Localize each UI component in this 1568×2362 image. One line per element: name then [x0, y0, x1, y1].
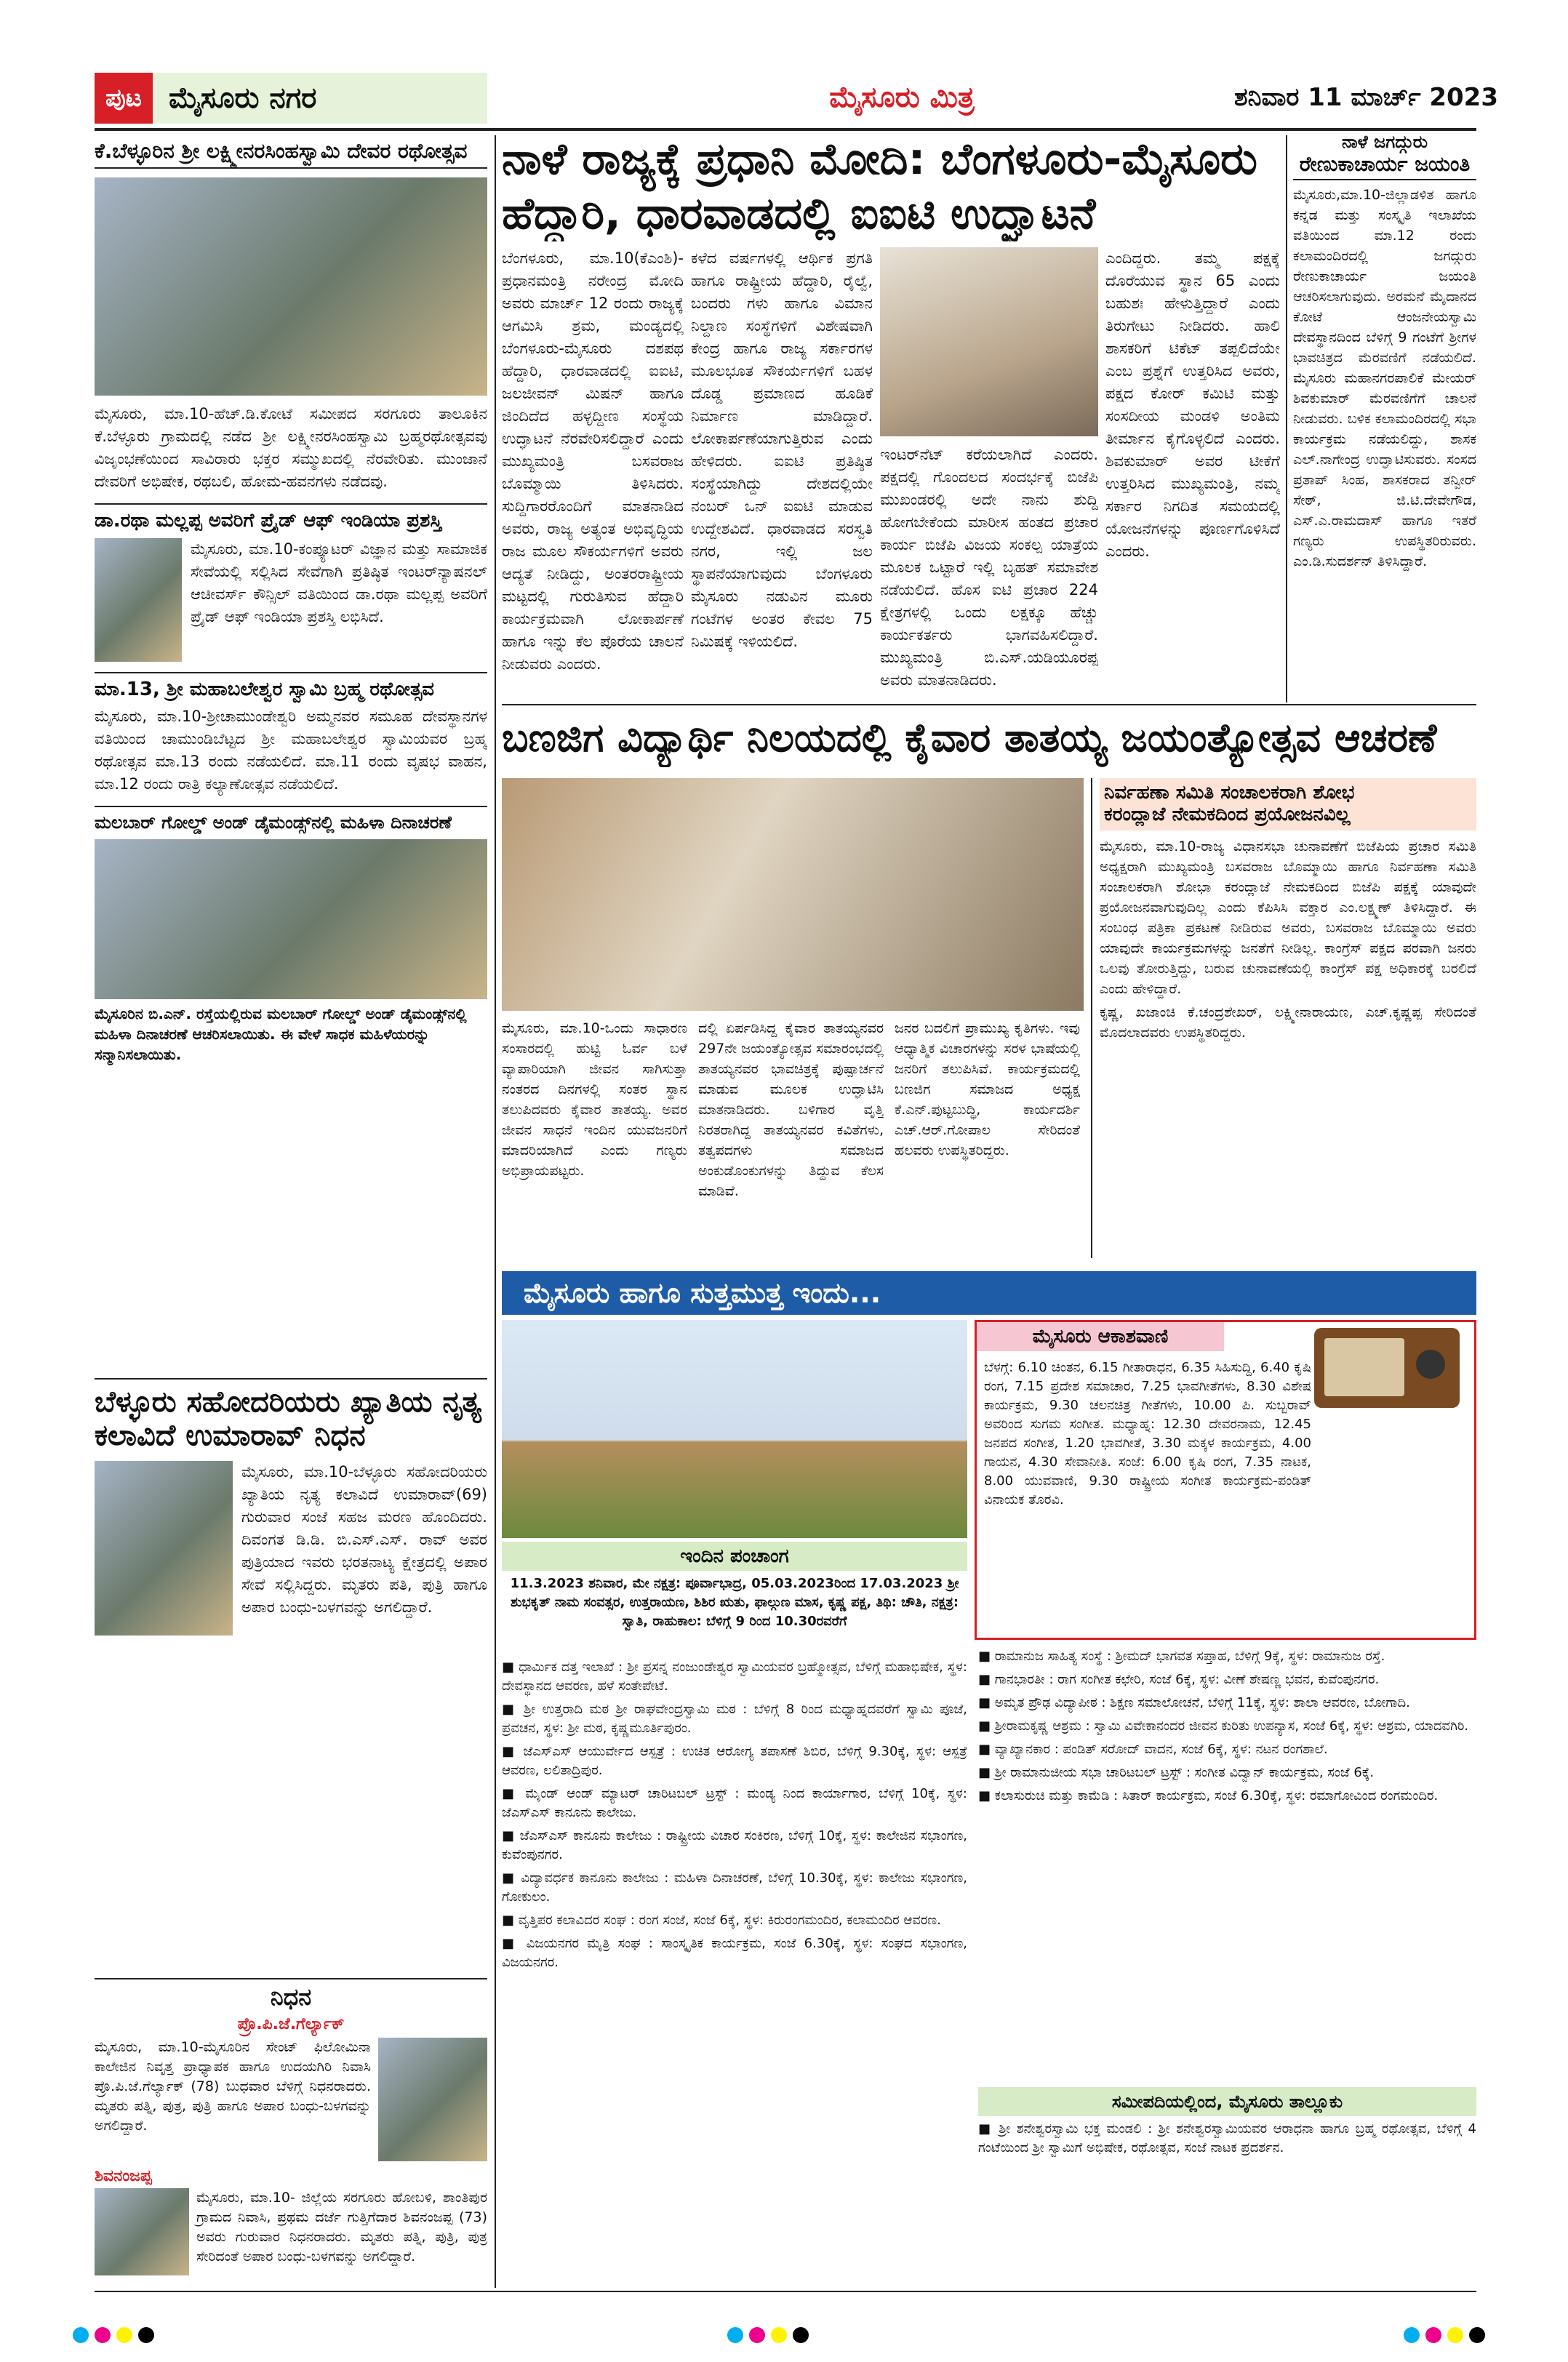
registration-mark	[793, 2327, 809, 2343]
story-title: ಮಲಬಾರ್ ಗೋಲ್ಡ್ ಅಂಡ್ ಡೈಮಂಡ್ಸ್‌ನಲ್ಲಿ ಮಹಿಳಾ ದಿನಾಚರಣೆ	[95, 806, 487, 833]
portrait-photo	[95, 538, 182, 662]
jayanti-story	[1293, 132, 1476, 700]
event-item: ■ ಕಲಾಸುರುಚಿ ಮತ್ತು ಕಾಮೆಡಿ : ಸಿತಾರ್ ಕಾರ್ಯಕ್ರಮ, ಸಂಜೆ 6.30ಕ್ಕೆ, ಸ್ಥಳ: ರಮಾಗೋವಿಂದ ರಂಗಮಂದಿರ.	[978, 1788, 1439, 1803]
modi-photo	[880, 247, 1098, 436]
event-item: ■ ಗಾನಭಾರತೀ : ರಾಗ ಸಂಗೀತ ಕಛೇರಿ, ಸಂಜೆ 6ಕ್ಕೆ, ಸ್ಥಳ: ವೀಣೆ ಶೇಷಣ್ಣ ಭವನ, ಕುವೆಂಪುನಗರ.	[978, 1672, 1380, 1687]
event-item: ■ ಅಮೃತ ಪ್ರೌಢ ವಿದ್ಯಾಪೀಠ : ಶಿಕ್ಷಣ ಸಮಾಲೋಚನೆ, ಬೆಳಿಗ್ಗೆ 11ಕ್ಕೆ, ಸ್ಥಳ: ಶಾಲಾ ಆವರಣ, ಬೋಗಾದಿ.	[978, 1695, 1410, 1710]
lead-column: ಕಳೆದ ವರ್ಷಗಳಲ್ಲಿ ಆರ್ಥಿಕ ಪ್ರಗತಿ ಹಾಗೂ ರಾಷ್ಟ್ರೀಯ ಹೆದ್ದಾರಿ, ರೈಲ್ವೆ, ಬಂದರು ಗಳು ಹಾಗೂ ವಿಮಾನ ನಿಲ್ದಾಣ ಸಂಸ್ಥೆಗಳಿಗೆ ವಿಶೇಷವಾಗಿ ಕೇಂದ್ರ ಹಾಗೂ ರಾಜ್ಯ ಸರ್ಕಾರಗಳ ಮೂಲಭೂತ ಸೌಕರ್ಯಗಳಿಗೆ ಬಹಳ ದೊಡ್ಡ ಪ್ರಮಾಣದ ಹೂಡಿಕೆ ನಿರ್ಮಾಣ ಮಾಡಿದ್ದಾರೆ. ಲೋಕಾರ್ಪಣೆಯಾಗುತ್ತಿರುವ ಎಂದು ಹೇಳಿದರು. ಐಐಟಿ ಪ್ರತಿಷ್ಠಿತ ಸಂಸ್ಥೆಯಾಗಿದ್ದು ದೇಶದಲ್ಲಿಯೇ ನಂಬರ್ ಒನ್ ಐಐಟಿ ಮಾಡುವ ಉದ್ದೇಶವಿದೆ. ಧಾರವಾಡದ ಸರಸ್ವತಿ ನಗರ, ಇಲ್ಲಿ ಜಲ ಸ್ಥಾಪನೆಯಾಗುವುದು ಬೆಂಗಳೂರು ಮೈಸೂರು ನಡುವಿನ ಮೂರು ಗಂಟೆಗಳ ಅಂತರ ಕೇವಲ 75 ನಿಮಿಷಕ್ಕೆ ಇಳಿಯಲಿದೆ.	[691, 249, 873, 650]
registration-mark	[73, 2327, 89, 2343]
obituary-body: ಮೈಸೂರು, ಮಾ.10- ಜಿಲ್ಲೆಯ ಸರಗೂರು ಹೋಬಳಿ, ಶಾಂತಿಪುರ ಗ್ರಾಮದ ನಿವಾಸಿ, ಪ್ರಥಮ ದರ್ಜೆ ಗುತ್ತಿಗೆದಾರ ಶಿವನಂಜಪ್ಪ (73) ಅವರು ಗುರುವಾರ ನಿಧನರಾದರು. ಮೃತರು ಪತ್ನಿ, ಪುತ್ರಿ, ಪುತ್ರ ಸೇರಿದಂತೆ ಅಪಾರ ಬಂಧು-ಬಳಗವನ್ನು ಅಗಲಿದ್ದಾರೆ.	[196, 2190, 487, 2265]
story-body: ಮೈಸೂರು,ಮಾ.10-ಜಿಲ್ಲಾಡಳಿತ ಹಾಗೂ ಕನ್ನಡ ಮತ್ತು ಸಂಸ್ಕೃತಿ ಇಲಾಖೆಯ ವತಿಯಿಂದ ಮಾ.12 ರಂದು ಕಲಾಮಂದಿರದಲ್ಲಿ ಜಗದ್ಗುರು ರೇಣುಕಾಚಾರ್ಯ ಜಯಂತಿ ಆಚರಿಸಲಾಗುವುದು. ಅರಮನೆ ಮೈದಾನದ ಕೋಟೆ ಆಂಜನೇಯಸ್ವಾಮಿ ದೇವಸ್ಥಾನದಿಂದ ಬೆಳಿಗ್ಗೆ 9 ಗಂಟೆಗೆ ಶ್ರೀಗಳ ಭಾವಚಿತ್ರದ ಮೆರವಣಿಗೆ ನಡೆಯಲಿದೆ. ಮೈಸೂರು ಮಹಾನಗರಪಾಲಿಕೆ ಮೇಯರ್ ಶಿವಕುಮಾರ್ ಮೆರವಣಿಗೆಗೆ ಚಾಲನೆ ನೀಡುವರು. ಬಳಿಕ ಕಲಾಮಂದಿರದಲ್ಲಿ ಸಭಾ ಕಾರ್ಯಕ್ರಮ ನಡೆಯಲಿದ್ದು, ಶಾಸಕ ಎಲ್.ನಾಗೇಂದ್ರ ಉದ್ಘಾಟಿಸುವರು. ಸಂಸದ ಪ್ರತಾಪ್ ಸಿಂಹ, ಶಾಸಕರಾದ ತನ್ವೀರ್ ಸೇಠ್, ಜಿ.ಟಿ.ದೇವೇಗೌಡ, ಎಸ್.ಎ.ರಾಮದಾಸ್ ಹಾಗೂ ಇತರೆ ಗಣ್ಯರು ಉಪಸ್ಥಿತರಿರುವರು. ಎಂ.ಡಿ.ಸುದರ್ಶನ್ ತಿಳಿಸಿದ್ದಾರೆ.	[1293, 186, 1476, 569]
photo-caption: ಮೈಸೂರಿನ ಬಿ.ಎನ್. ರಸ್ತೆಯಲ್ಲಿರುವ ಮಲಬಾರ್ ಗೋಲ್ಡ್ ಅಂಡ್ ಡೈಮಂಡ್ಸ್‌ನಲ್ಲಿ ಮಹಿಳಾ ದಿನಾಚರಣೆ ಆಚರಿಸಲಾಯಿತು. ಈ ವೇಳೆ ಸಾಧಕ ಮಹಿಳೆಯರನ್ನು ಸನ್ಮಾನಿಸಲಾಯಿತು.	[95, 1004, 467, 1063]
obituary-story	[95, 1378, 487, 1974]
issue-date: ಶನಿವಾರ 11 ಮಾರ್ಚ್ 2023	[1234, 83, 1498, 112]
event-item: ■ ಶ್ರೀರಾಮಕೃಷ್ಣ ಆಶ್ರಮ : ಸ್ವಾಮಿ ವಿವೇಕಾನಂದರ ಜೀವನ ಕುರಿತು ಉಪನ್ಯಾಸ, ಸಂಜೆ 6ಕ್ಕೆ, ಸ್ಥಳ: ಆಶ್ರಮ, ಯಾದವಗಿರಿ.	[978, 1718, 1469, 1734]
events-list	[978, 1647, 1476, 2083]
registration-mark	[749, 2327, 765, 2343]
article-column: ಮೈಸೂರು, ಮಾ.10-ಒಂದು ಸಾಧಾರಣ ಸಂಸಾರದಲ್ಲಿ ಹುಟ್ಟಿ ಓರ್ವ ಬಳೆ ವ್ಯಾಪಾರಿಯಾಗಿ ಜೀವನ ಸಾಗಿಸುತ್ತಾ ನಂತರದ ದಿನಗಳಲ್ಲಿ ಸಂತರ ಸ್ಥಾನ ತಲುಪಿದವರು ಕೈವಾರ ತಾತಯ್ಯ. ಅವರ ಜೀವನ ಸಾಧನೆ ಇಂದಿನ ಯುವಜನರಿಗೆ ಮಾದರಿಯಾಗಿದೆ ಎಂದು ಗಣ್ಯರು ಅಭಿಪ್ರಾಯಪಟ್ಟರು.	[502, 1020, 687, 1179]
story-body: ಮೈಸೂರು, ಮಾ.10-ಬೆಳ್ಳೂರು ಸಹೋದರಿಯರು ಖ್ಯಾತಿಯ ನೃತ್ಯ ಕಲಾವಿದೆ ಉಮಾರಾವ್(69) ಗುರುವಾರ ಸಂಜೆ ಸಹಜ ಮರಣ ಹೊಂದಿದರು. ದಿವಂಗತ ಡಿ.ಡಿ. ಬಿ.ಎಸ್.ಎಸ್. ರಾವ್ ಅವರ ಪುತ್ರಿಯಾದ ಇವರು ಭರತನಾಟ್ಯ ಕ್ಷೇತ್ರದಲ್ಲಿ ಅಪಾರ ಸೇವೆ ಸಲ್ಲಿಸಿದ್ದರು. ಮೃತರು ಪತಿ, ಪುತ್ರಿ ಹಾಗೂ ಅಪಾರ ಬಂಧು-ಬಳಗವನ್ನು ಅಗಲಿದ್ದಾರೆ.	[241, 1463, 487, 1616]
footer-rule	[95, 2291, 1476, 2292]
story-title: ಬೆಳ್ಳೂರು ಸಹೋದರಿಯರು ಖ್ಯಾತಿಯ ನೃತ್ಯ ಕಲಾವಿದೆ ಉಮಾರಾವ್ ನಿಧನ	[95, 1385, 482, 1452]
story-body: ಮೈಸೂರು, ಮಾ.10-ಕಂಪ್ಯೂಟರ್ ವಿಜ್ಞಾನ ಮತ್ತು ಸಾಮಾಜಿಕ ಸೇವೆಯಲ್ಲಿ ಸಲ್ಲಿಸಿದ ಸೇವೆಗಾಗಿ ಪ್ರತಿಷ್ಠಿತ ಇಂಟರ್‌ನ್ಯಾಷನಲ್ ಆಚೀವರ್ಸ್ ಕೌನ್ಸಿಲ್ ವತಿಯಿಂದ ಡಾ.ರಥಾ ಮಲ್ಲಪ್ಪ ಅವರಿಗೆ ಪ್ರೈಡ್ ಆಫ್ ಇಂಡಿಯಾ ಪ್ರಶಸ್ತಿ ಲಭಿಸಿದೆ.	[191, 540, 487, 626]
second-headline: ಬಣಜಿಗ ವಿದ್ಯಾರ್ಥಿ ನಿಲಯದಲ್ಲಿ ಕೈವಾರ ತಾತಯ್ಯ ಜಯಂತ್ಯೋತ್ಸವ ಆಚರಣೆ	[502, 715, 1437, 761]
event-item: ■ ಜೆಎಸ್‌ಎಸ್ ಆಯುರ್ವೇದ ಆಸ್ಪತ್ರೆ : ಉಚಿತ ಆರೋಗ್ಯ ತಪಾಸಣೆ ಶಿಬಿರ, ಬೆಳಿಗ್ಗೆ 9.30ಕ್ಕೆ, ಸ್ಥಳ: ಆಸ್ಪತ್ರೆ ಆವರಣ, ಲಲಿತಾದ್ರಿಪುರ.	[502, 1744, 967, 1778]
registration-mark	[1469, 2327, 1485, 2343]
event-item: ■ ವ್ಯಾಖ್ಯಾನಕಾರ : ಪಂಡಿತ್ ಸರೋದ್ ವಾದನ, ಸಂಜೆ 6ಕ್ಕೆ, ಸ್ಥಳ: ನಟನ ರಂಗಶಾಲೆ.	[978, 1742, 1328, 1757]
story-title: ರೇಣುಕಾಚಾರ್ಯ ಜಯಂತಿ	[1293, 153, 1476, 180]
obituary-header: ನಿಧನ	[270, 1983, 312, 2011]
registration-mark	[727, 2327, 743, 2343]
story-title-line: ಕರಂದ್ಲಾಜೆ ನೇಮಕದಿಂದ ಪ್ರಯೋಜನವಿಲ್ಲ	[1104, 803, 1351, 825]
lead-column: ಬೆಂಗಳೂರು, ಮಾ.10(ಕೆಎಂಶಿ)- ಪ್ರಧಾನಮಂತ್ರಿ ನರೇಂದ್ರ ಮೋದಿ ಅವರು ಮಾರ್ಚ್ 12 ರಂದು ರಾಜ್ಯಕ್ಕೆ ಆಗಮಿಸಿ ಶ್ರಮ, ಮಂಡ್ಯದಲ್ಲಿ ಬೆಂಗಳೂರು-ಮೈಸೂರು ದಶಪಥ ಹೆದ್ದಾರಿ, ಧಾರವಾಡದಲ್ಲಿ ಐಐಟಿ, ಜಲಜೀವನ್ ಮಿಷನ್ ಹಾಗೂ ಜಿಂದಿದೆದ ಹಳ್ಳದ್ದೀಣ ಸಂಸ್ಥೆಯ ಉದ್ಘಾಟನೆ ನೆರವೇರಿಸಲಿದ್ದಾರೆ ಎಂದು ಮುಖ್ಯಮಂತ್ರಿ ಬಸವರಾಜ ಬೊಮ್ಮಾಯಿ ತಿಳಿಸಿದರು. ಸುದ್ದಿಗಾರರೊಂದಿಗೆ ಮಾತನಾಡಿದ ಅವರು, ರಾಜ್ಯ ಅತ್ಯಂತ ಅಭಿವೃದ್ಧಿಯ ರಾಜ ಮೂಲ ಸೌಕರ್ಯಗಳಿಗೆ ಅವರು ಆದ್ಯತೆ ನೀಡಿದ್ದು, ಅಂತರರಾಷ್ಟ್ರೀಯ ಮಟ್ಟದಲ್ಲಿ ಗುರುತಿಸುವ ಹೆದ್ದಾರಿ ಕಾರ್ಯಕ್ರಮವಾಗಿ ಲೋಕಾರ್ಪಣೆ ಹಾಗೂ ಇನ್ನು ಕೆಲ ಪೊರೆಯ ಚಾಲನೆ ನೀಡುವರು ಎಂದರು.	[502, 249, 684, 673]
obituary-name: ಶಿವನಂಜಪ್ಪ	[95, 2167, 152, 2186]
story-footer: ಕೃಷ್ಣ, ಖಜಾಂಚಿ ಕೆ.ಚಂದ್ರಶೇಖರ್, ಲಕ್ಷ್ಮೀನಾರಾಯಣ, ಎಚ್.ಕೃಷ್ಣಪ್ಪ ಸೇರಿದಂತೆ ಮೊದಲಾದವರು ಉಪಸ್ಥಿತರಿದ್ದರು.	[1100, 1004, 1476, 1041]
lead-column: ಇಂಟರ್‌ನೆಟ್ ಕರೆಯಲಾಗಿದೆ ಎಂದರು. ಪಕ್ಷದಲ್ಲಿ ಗೊಂದಲದ ಸಂದರ್ಭಕ್ಕೆ ಬಿಜೆಪಿ ಮುಖಂಡರಲ್ಲಿ ಅದೇ ನಾನು ಶುದ್ದಿ ಹೋಗಬೇಕೆಂದು ಮಾರೀಸ ಹಂತದ ಪ್ರಚಾರ ಕಾರ್ಯ ಬಿಜೆಪಿ ವಿಜಯ ಸಂಕಲ್ಪ ಯಾತ್ರೆಯ ಮೂಲಕ ಒಟ್ಟಾರೆ ಇಲ್ಲಿ ಬೃಹತ್ ಸಮಾವೇಶ ನಡೆಯಲಿದೆ. ಹೊಸ ಐಟಿ ಪ್ರಚಾರ 224 ಕ್ಷೇತ್ರಗಳಲ್ಲಿ ಒಂದು ಲಕ್ಷಕ್ಕೂ ಹೆಚ್ಚು ಕಾರ್ಯಕರ್ತರು ಭಾಗವಹಿಸಲಿದ್ದಾರೆ. ಮುಖ್ಯಮಂತ್ರಿ ಬಿ.ಎಸ್.ಯಡಿಯೂರಪ್ಪ ಅವರು ಮಾತನಾಡಿದರು.	[880, 446, 1098, 689]
today-banner: ಮೈಸೂರು ಹಾಗೂ ಸುತ್ತಮುತ್ತ ಇಂದು...	[502, 1271, 1476, 1315]
story-body: ಮೈಸೂರು, ಮಾ.10-ರಾಜ್ಯ ವಿಧಾನಸಭಾ ಚುನಾವಣೆಗೆ ಬಿಜೆಪಿಯ ಪ್ರಚಾರ ಸಮಿತಿ ಅಧ್ಯಕ್ಷರಾಗಿ ಮುಖ್ಯಮಂತ್ರಿ ಬಸವರಾಜ ಬೊಮ್ಮಾಯಿ ಹಾಗೂ ನಿರ್ವಹಣಾ ಸಮಿತಿ ಸಂಚಾಲಕರಾಗಿ ಶೋಭಾ ಕರಂದ್ಲಾಜೆ ನೇಮಕದಿಂದ ಬಿಜೆಪಿ ಪಕ್ಷಕ್ಕೆ ಯಾವುದೇ ಪ್ರಯೋಜನವಾಗುವುದಿಲ್ಲ ಎಂದು ಕೆಪಿಸಿಸಿ ವಕ್ತಾರ ಎಂ.ಲಕ್ಷ್ಮಣ್ ತಿಳಿಸಿದ್ದಾರೆ. ಈ ಸಂಬಂಧ ಪತ್ರಿಕಾ ಪ್ರಕಟಣೆ ನೀಡಿರುವ ಅವರು, ಬಸವರಾಜ ಬೊಮ್ಮಾಯಿ ಅವರು ಯಾವುದೇ ಕಾರ್ಯಕ್ರಮಗಳನ್ನು ಜನತೆಗೆ ನೀಡಿಲ್ಲ. ಕಾಂಗ್ರೆಸ್ ಪಕ್ಷದ ಪರವಾಗಿ ಜನರು ಒಲವು ತೋರುತ್ತಿದ್ದು, ಬರುವ ಚುನಾವಣೆಯಲ್ಲಿ ಕಾಂಗ್ರೆಸ್ ಪಕ್ಷ ಅಧಿಕಾರಕ್ಕೆ ಬರಲಿದೆ ಎಂದು ಹೇಳಿದ್ದಾರೆ.	[1100, 838, 1476, 997]
event-item: ■ ಧಾರ್ಮಿಕ ದತ್ತ ಇಲಾಖೆ : ಶ್ರೀ ಪ್ರಸನ್ನ ನಂಜುಂಡೇಶ್ವರ ಸ್ವಾಮಿಯವರ ಬ್ರಹ್ಮೋತ್ಸವ, ಬೆಳಿಗ್ಗೆ ಮಹಾಭಿಷೇಕ, ಸ್ಥಳ: ದೇವಸ್ಥಾನದ ಆವರಣ, ಹಳೆ ಸಂತೇಪೇಟೆ.	[502, 1660, 967, 1694]
taluk-title: ಸಮೀಪದಿಯಲ್ಲಿಂದ, ಮೈಸೂರು ತಾಲ್ಲೂಕು	[978, 2087, 1476, 2116]
portrait-photo	[378, 2038, 487, 2161]
registration-mark	[771, 2327, 787, 2343]
story-title	[1100, 778, 1476, 830]
obituary-body: ಮೈಸೂರು, ಮಾ.10-ಮೈಸೂರಿನ ಸೇಂಟ್ ಫಿಲೋಮಿನಾ ಕಾಲೇಜಿನ ನಿವೃತ್ತ ಪ್ರಾಧ್ಯಾಪಕ ಹಾಗೂ ಉದಯಗಿರಿ ನಿವಾಸಿ ಪ್ರೊ.ಪಿ.ಜೆ.ಗೆರ್ಲ್ಯಾಕ್ (78) ಬುಧವಾರ ಬೆಳಿಗ್ಗೆ ನಿಧನರಾದರು. ಮೃತರು ಪತ್ನಿ, ಪುತ್ರ, ಪುತ್ರಿ ಹಾಗೂ ಅಪಾರ ಬಂಧು-ಬಳಗವನ್ನು ಅಗಲಿದ್ದಾರೆ.	[95, 2039, 371, 2134]
registration-mark	[116, 2327, 132, 2343]
column-rule	[1286, 135, 1287, 702]
newspaper-logo: ಮೈಸೂರು ಮಿತ್ರ	[829, 81, 975, 114]
article-column: ಜನರ ಬದಲಿಗೆ ಪ್ರಾಮುಖ್ಯ ಕೃತಿಗಳು. ಇವು ಆಧ್ಯಾತ್ಮಿಕ ವಿಚಾರಗಳನ್ನು ಸರಳ ಭಾಷೆಯಲ್ಲಿ ಜನರಿಗೆ ತಲುಪಿಸಿವೆ. ಕಾರ್ಯಕ್ರಮದಲ್ಲಿ ಬಣಜಿಗ ಸಮಾಜದ ಅಧ್ಯಕ್ಷ ಕೆ.ಎನ್.ಪುಟ್ಟಬುದ್ಧಿ, ಕಾರ್ಯದರ್ಶಿ ಎಚ್.ಆರ್.ಗೋಪಾಲ ಸೇರಿದಂತೆ ಹಲವರು ಉಪಸ್ಥಿತರಿದ್ದರು.	[895, 1020, 1080, 1158]
registration-mark	[1404, 2327, 1420, 2343]
jayanti-event-photo	[502, 778, 1084, 1011]
lead-headline-line: ಹೆದ್ದಾರಿ, ಧಾರವಾಡದಲ್ಲಿ ಐಐಟಿ ಉದ್ಘಾಟನೆ	[502, 188, 1096, 239]
column-rule	[495, 135, 496, 2288]
registration-mark	[1447, 2327, 1463, 2343]
lead-column: ಎಂದಿದ್ದರು. ತಮ್ಮ ಪಕ್ಷಕ್ಕೆ ದೊರೆಯುವ ಸ್ಥಾನ 65 ಎಂದು ಬಹುಶಃ ಹೇಳುತ್ತಿದ್ದಾರೆ ಎಂದು ತಿರುಗೇಟು ನೀಡಿದರು. ಹಾಲಿ ಶಾಸಕರಿಗೆ ಟಿಕೆಟ್ ತಪ್ಪಲಿದೆಯೇ ಎಂಬ ಪ್ರಶ್ನೆಗೆ ಉತ್ತರಿಸಿದ ಅವರು, ಪಕ್ಷದ ಕೋರ್ ಕಮಿಟಿ ಮತ್ತು ಸಂಸದೀಯ ಮಂಡಳಿ ಅಂತಿಮ ತೀರ್ಮಾನ ಕೈಗೊಳ್ಳಲಿದೆ ಎಂದರು. ಶಿವಕುಮಾರ್ ಅವರ ಟೀಕೆಗೆ ಉತ್ತರಿಸಿದ ಮುಖ್ಯಮಂತ್ರಿ, ನಮ್ಮ ಸರ್ಕಾರ ನಿಗದಿತ ಸಮಯದಲ್ಲಿ ಯೋಜನೆಗಳನ್ನು ಪೂರ್ಣಗೊಳಿಸಿದೆ ಎಂದರು.	[1105, 249, 1280, 560]
mysore-palace-photo	[502, 1320, 967, 1538]
event-item: ■ ವಿದ್ಯಾವರ್ಧಕ ಕಾನೂನು ಕಾಲೇಜು : ಮಹಿಳಾ ದಿನಾಚರಣೆ, ಬೆಳಿಗ್ಗೆ 10.30ಕ್ಕೆ, ಸ್ಥಳ: ಕಾಲೇಜು ಸಭಾಂಗಣ, ಗೋಕುಲಂ.	[502, 1870, 967, 1905]
registration-mark	[138, 2327, 154, 2343]
event-item: ■ ಮೈಂಡ್ ಆಂಡ್ ಮ್ಯಾಟರ್ ಚಾರಿಟಬಲ್ ಟ್ರಸ್ಟ್ : ಮಂಡ್ಯ ನಿಂದ ಕಾರ್ಯಾಗಾರ, ಬೆಳಿಗ್ಗೆ 10ಕ್ಕೆ, ಸ್ಥಳ: ಜೆಎಸ್‌ಎಸ್ ಕಾನೂನು ಕಾಲೇಜು.	[502, 1786, 967, 1820]
masthead-rule	[95, 128, 1476, 131]
womens-day-photo	[95, 839, 487, 999]
event-item: ■ ವೃತ್ತಿಪರ ಕಲಾವಿದರ ಸಂಘ : ರಂಗ ಸಂಜೆ, ಸಂಜೆ 6ಕ್ಕೆ, ಸ್ಥಳ: ಕಿರುರಂಗಮಂದಿರ, ಕಲಾಮಂದಿರ ಆವರಣ.	[502, 1913, 941, 1928]
radio-box	[975, 1320, 1476, 1640]
obituary-name: ಪ್ರೊ.ಪಿ.ಜೆ.ಗೆರ್ಲ್ಯಾಕ್	[237, 2014, 345, 2033]
story-kicker: ನಾಳೆ ಜಗದ್ಗುರು	[1341, 132, 1428, 152]
lead-headline-line: ನಾಳೆ ರಾಜ್ಯಕ್ಕೆ ಪ್ರಧಾನಿ ಮೋದಿ: ಬೆಂಗಳೂರು-ಮೈಸೂರು	[502, 134, 1257, 185]
event-item: ■ ವಿಜಯನಗರ ಮೈತ್ರಿ ಸಂಘ : ಸಾಂಸ್ಕೃತಿಕ ಕಾರ್ಯಕ್ರಮ, ಸಂಜೆ 6.30ಕ್ಕೆ, ಸ್ಥಳ: ಸಂಘದ ಸಭಾಂಗಣ, ವಿಜಯನಗರ.	[502, 1936, 967, 1970]
event-item: ■ ಶ್ರೀ ಉತ್ತರಾದಿ ಮಠ ಶ್ರೀ ರಾಘವೇಂದ್ರಸ್ವಾಮಿ ಮಠ : ಬೆಳಿಗ್ಗೆ 8 ರಿಂದ ಮಧ್ಯಾಹ್ನದವರೆಗೆ ಸ್ವಾಮಿ ಪೂಜೆ, ಪ್ರವಚನ, ಸ್ಥಳ: ಶ್ರೀ ಮಠ, ಕೃಷ್ಣಮೂರ್ತಿಪುರಂ.	[502, 1702, 967, 1736]
story-title: ಮಾ.13, ಶ್ರೀ ಮಹಾಬಲೇಶ್ವರ ಸ್ವಾಮಿ ಬ್ರಹ್ಮ ರಥೋತ್ಸವ	[95, 672, 487, 701]
story-title: ಕೆ.ಬೆಳ್ಳೂರಿನ ಶ್ರೀ ಲಕ್ಷ್ಮೀನರಸಿಂಹಸ್ವಾಮಿ ದೇವರ ರಥೋತ್ಸವ	[95, 135, 487, 169]
portrait-photo	[95, 1461, 233, 1636]
page-number-badge: ಪುಟ	[95, 73, 153, 124]
event-item: ■ ಶ್ರೀ ರಾಮಾನುಜೀಯ ಸಭಾ ಚಾರಿಟಬಲ್ ಟ್ರಸ್ಟ್ : ಸಂಗೀತ ವಿದ್ವಾನ್ ಕಾರ್ಯಕ್ರಮ, ಸಂಜೆ 6ಕ್ಕೆ.	[978, 1765, 1375, 1780]
event-item: ■ ರಾಮಾನುಜ ಸಾಹಿತ್ಯ ಸಂಸ್ಥೆ : ಶ್ರೀಮದ್ ಭಾಗವತ ಸಪ್ತಾಹ, ಬೆಳಿಗ್ಗೆ 9ಕ್ಕೆ, ಸ್ಥಳ: ರಾಮಾನುಜ ರಸ್ತೆ.	[978, 1649, 1385, 1664]
chariot-festival-photo	[95, 177, 487, 396]
obituary-box	[95, 1978, 487, 2283]
registration-mark	[1425, 2327, 1441, 2343]
registration-mark	[95, 2327, 111, 2343]
sobha-story	[1091, 778, 1476, 1258]
section-title: ಮೈಸೂರು ನಗರ	[153, 73, 487, 124]
story-title: ಡಾ.ರಥಾ ಮಲ್ಲಪ್ಪ ಅವರಿಗೆ ಪ್ರೈಡ್ ಆಫ್ ಇಂಡಿಯಾ ಪ್ರಶಸ್ತಿ	[95, 503, 487, 532]
lead-headline	[502, 132, 1280, 241]
section-rule	[502, 704, 1476, 705]
taluk-text: ■ ಶ್ರೀ ಶನೇಶ್ವರಸ್ವಾಮಿ ಭಕ್ತ ಮಂಡಲಿ : ಶ್ರೀ ಶನೇಶ್ವರಸ್ವಾಮಿಯವರ ಆರಾಧನಾ ಹಾಗೂ ಬ್ರಹ್ಮ ರಥೋತ್ಸವ, ಬೆಳಿಗ್ಗೆ 4 ಗಂಟೆಯಿಂದ ಶ್ರೀ ಸ್ವಾಮಿಗೆ ಅಭಿಷೇಕ, ರಥೋತ್ಸವ, ಸಂಜೆ ನಾಟಕ ಪ್ರದರ್ಶನ.	[978, 2121, 1476, 2155]
events-list	[502, 1658, 967, 2283]
radio-title: ಮೈಸೂರು ಆಕಾಶವಾಣಿ	[977, 1322, 1224, 1351]
radio-icon	[1314, 1328, 1460, 1408]
radio-schedule: ಬೆಳಗ್ಗೆ: 6.10 ಚಿಂತನ, 6.15 ಗೀತಾರಾಧನ, 6.35 ಸಿಹಿಸುದ್ದಿ, 6.40 ಕೃಷಿ ರಂಗ, 7.15 ಪ್ರದೇಶ ಸಮಾಚಾರ, 7.25 ಭಾವಗೀತೆಗಳು, 8.30 ವಿಶೇಷ ಕಾರ್ಯಕ್ರಮ, 9.30 ಚಲನಚಿತ್ರ ಗೀತೆಗಳು, 10.00 ಪಿ. ಸುಬ್ಬರಾವ್ ಅವರಿಂದ ಸುಗಮ ಸಂಗೀತ. ಮಧ್ಯಾಹ್ನ: 12.30 ದೇವರನಾಮ, 12.45 ಜನಪದ ಸಂಗೀತ, 1.20 ಭಾವಗೀತೆ, 3.30 ಮಕ್ಕಳ ಕಾರ್ಯಕ್ರಮ, 4.00 ಗಾಯನ, 4.30 ಸೇವಾನೀತಿ. ಸಂಜೆ: 6.00 ಕೃಷಿ ರಂಗ, 7.35 ನಾಟಕ, 8.00 ಯುವವಾಣಿ, 9.30 ರಾಷ್ಟ್ರೀಯ ಸಂಗೀತ ಕಾರ್ಯಕ್ರಮ-ಪಂಡಿತ್ ವಿನಾಯಕ ತೊರವಿ.	[984, 1360, 1311, 1508]
story-body: ಮೈಸೂರು, ಮಾ.10-ಹೆಚ್.ಡಿ.ಕೋಟೆ ಸಮೀಪದ ಸರಗೂರು ತಾಲೂಕಿನ ಕೆ.ಬೆಳ್ಳೂರು ಗ್ರಾಮದಲ್ಲಿ ನಡೆದ ಶ್ರೀ ಲಕ್ಷ್ಮೀನರಸಿಂಹಸ್ವಾಮಿ ಬ್ರಹ್ಮರಥೋತ್ಸವವು ವಿಜೃಂಭಣೆಯಿಂದ ಸಾವಿರಾರು ಭಕ್ತರ ಸಮ್ಮುಖದಲ್ಲಿ ನೆರವೇರಿತು. ಮುಂಜಾನೆ ದೇವರಿಗೆ ಅಭಿಷೇಕ, ರಥಬಲಿ, ಹೋಮ-ಹವನಗಳು ನಡೆದವು.	[95, 405, 487, 491]
panchanga-text: 11.3.2023 ಶನಿವಾರ, ಮೇ ನಕ್ಷತ್ರ: ಪೂರ್ವಾಭಾದ್ರ, 05.03.2023ರಿಂದ 17.03.2023 ಶ್ರೀ ಶುಭಕೃತ್ ನಾಮ ಸಂವತ್ಸರ, ಉತ್ತರಾಯಣ, ಶಿಶಿರ ಋತು, ಫಾಲ್ಗುಣ ಮಾಸ, ಕೃಷ್ಣ ಪಕ್ಷ, ತಿಥಿ: ಚೌತಿ, ನಕ್ಷತ್ರ: ಸ್ವಾತಿ, ರಾಹುಕಾಲ: ಬೆಳಿಗ್ಗೆ 9 ರಿಂದ 10.30ರವರೆಗೆ	[510, 1576, 959, 1629]
article-column: ದಲ್ಲಿ ಏರ್ಪಡಿಸಿದ್ದ ಕೈವಾರ ತಾತಯ್ಯನವರ 297ನೇ ಜಯಂತ್ಯೋತ್ಸವ ಸಮಾರಂಭದಲ್ಲಿ ತಾತಯ್ಯನವರ ಭಾವಚಿತ್ರಕ್ಕೆ ಪುಷ್ಪಾರ್ಚನೆ ಮಾಡುವ ಮೂಲಕ ಉದ್ಘಾಟಿಸಿ ಮಾತನಾಡಿದರು. ಬಳಿಗಾರ ವೃತ್ತಿ ನಿರತರಾಗಿದ್ದ ತಾತಯ್ಯನವರ ಕವಿತೆಗಳು, ತತ್ವಪದಗಳು ಸಮಾಜದ ಅಂಕುಡೊಂಕುಗಳನ್ನು ತಿದ್ದುವ ಕೆಲಸ ಮಾಡಿವೆ.	[698, 1020, 884, 1199]
panchanga-title: ಇಂದಿನ ಪಂಚಾಂಗ	[502, 1542, 967, 1571]
story-body: ಮೈಸೂರು, ಮಾ.10-ಶ್ರೀಚಾಮುಂಡೇಶ್ವರಿ ಅಮ್ಮನವರ ಸಮೂಹ ದೇವಸ್ಥಾನಗಳ ವತಿಯಿಂದ ಚಾಮುಂಡಿಬೆಟ್ಟದ ಶ್ರೀ ಮಹಾಬಲೇಶ್ವರ ಸ್ವಾಮಿಯವರ ಬ್ರಹ್ಮ ರಥೋತ್ಸವ ಮಾ.13 ರಂದು ನಡೆಯಲಿದೆ. ಮಾ.11 ರಂದು ವೃಷಭ ವಾಹನ, ಮಾ.12 ರಂದು ರಾತ್ರಿ ಕಲ್ಯಾಣೋತ್ಸವ ನಡೆಯಲಿದೆ.	[95, 707, 487, 793]
story-title-line: ನಿರ್ವಹಣಾ ಸಮಿತಿ ಸಂಚಾಲಕರಾಗಿ ಶೋಭ	[1104, 782, 1355, 804]
event-item: ■ ಜೆಎಸ್‌ಎಸ್ ಕಾನೂನು ಕಾಲೇಜು : ರಾಷ್ಟ್ರೀಯ ವಿಚಾರ ಸಂಕಿರಣ, ಬೆಳಿಗ್ಗೆ 10ಕ್ಕೆ, ಸ್ಥಳ: ಕಾಲೇಜಿನ ಸಭಾಂಗಣ, ಕುವೆಂಪುನಗರ.	[502, 1828, 967, 1862]
left-column	[95, 135, 487, 1372]
portrait-photo	[95, 2188, 189, 2275]
